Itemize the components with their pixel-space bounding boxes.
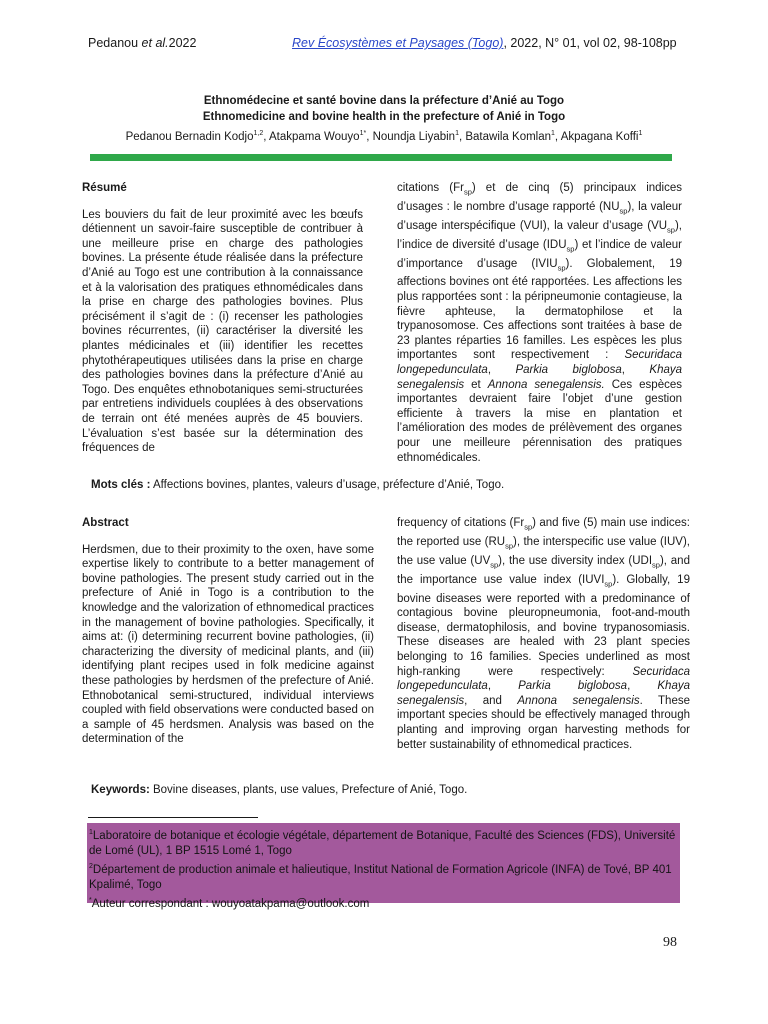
- subscript-sp: sp: [490, 560, 499, 570]
- running-head-citation: [292, 36, 677, 50]
- author-name: Atakpama Wouyo: [269, 130, 360, 143]
- text-run: ) et de cinq (5) principaux indices d’usages : le nombre d’usage rapporté (NU: [397, 182, 682, 213]
- text-run: ) and five (5) main use indices: the reported use (RU: [397, 517, 690, 548]
- species-name: Khaya senegalensis: [397, 364, 683, 391]
- author-affil-sup: 1: [551, 130, 555, 137]
- resume-left-text: Les bouviers du fait de leur proximité avec les bœufs détiennent un savoir-faire susceptible de contribuer à une meilleure prise en charge des pathologies bovines. La présente étude réalisée dans la préfecture d’Anié au Togo est une contribution à la connaissance et à la valorisation des pratiques ethnomédicales dans la prise en charge des pathologies bovines. Plus précisément il s’agit de : (i) recenser les pathologies bovines récurrentes, (ii) caractériser la diversité les plantes médicinales et (iii) identifier les recettes phytothérapeutiques utilisées dans la prise en charge des pathologies bovines dans la préfecture d’Anié au Togo. Des enquêtes ethnobotaniques semi-structurées par entretiens individuels couplées à des observations de terrain ont été menées auprès de 45 bouviers. L’évaluation s’est basée sur la détermination des fréquences de: [82, 208, 363, 455]
- keywords-label: Mots clés :: [91, 479, 151, 491]
- keywords-text: Affections bovines, plantes, valeurs d’usage, préfecture d’Anié, Togo.: [150, 479, 505, 491]
- author-name: Noundja Liyabin: [372, 130, 456, 143]
- author-sep: ,: [366, 130, 373, 143]
- author-sep: ,: [263, 130, 269, 143]
- text-run: ). Globalement, 19 affections bovines ont été rapportées. Les affections les plus rapportées sont : la péripneumonie contagieuse, la fièvre aphteuse, la dermatophilose et la trypanosomose. Ces affections sont traitées à base de 23 plantes réparties 16 familles. Les espèces les plus importantes sont respectivement :: [397, 257, 682, 362]
- affil-text: Département de production animale et halieutique, Institut National de Formation Agricole (INFA) de Tové, BP 401 Kpalimé, Togo: [89, 863, 672, 891]
- affiliation-1: [89, 825, 678, 859]
- text-run: ), l’indice de diversité d’usage (IDU: [397, 219, 682, 251]
- et-al: et al.: [141, 36, 169, 50]
- text-run: . These important species should be effectively managed through planting and improving organ harvesting methods for better sustainability of ethnomedical practices.: [397, 694, 690, 751]
- text-run: ,: [487, 680, 519, 693]
- species-name: Securidaca longepedunculata: [397, 349, 682, 377]
- subscript-sp: sp: [463, 187, 472, 197]
- affiliation-2: [89, 859, 678, 893]
- header-year: 2022: [168, 36, 197, 50]
- species-name: Parkia biglobosa: [515, 364, 622, 377]
- species-name: Khaya senegalensis: [397, 680, 690, 707]
- text-run: ,: [627, 680, 658, 693]
- title-block: [0, 93, 768, 146]
- journal-link[interactable]: Rev Écosystèmes et Paysages (Togo): [292, 36, 504, 50]
- species-name: Securidaca longepedunculata: [397, 665, 690, 693]
- subscript-sp: sp: [619, 206, 628, 216]
- species-name: Annona senegalensis: [517, 694, 640, 707]
- affiliations-box: [87, 823, 680, 910]
- author-list: [0, 125, 768, 146]
- affil-text: Auteur correspondant : wouyoatakpama@outlook.com: [91, 897, 370, 910]
- footnote-rule: [88, 817, 258, 818]
- author-sep: ,: [458, 130, 466, 143]
- text-run: Ces espèces importantes devraient faire l’objet d’une gestion efficiente à travers la mise en plantation et l’amélioration des modes de prélèvement des organes pour une meilleure pérennisation des pratiques ethnomédicales.: [397, 378, 682, 464]
- text-run: citations (Fr: [397, 182, 464, 194]
- species-name: Annona senegalensis.: [487, 378, 605, 391]
- affil-sup: 1: [89, 829, 93, 836]
- text-run: ,: [487, 364, 516, 377]
- text-run: , and: [464, 694, 518, 707]
- abstract-right-column: [397, 516, 690, 752]
- species-name: Parkia biglobosa: [518, 680, 628, 693]
- text-run: ), the use diversity index (UDI: [498, 554, 653, 567]
- author-affil-sup: 1,2: [253, 130, 264, 137]
- text-run: ) et l’indice de valeur d’importance d’usage (IVIU: [397, 238, 682, 270]
- resume-left-column: [82, 181, 363, 456]
- abstract-left-column: [82, 516, 374, 747]
- text-run: et: [464, 378, 488, 391]
- resume-right-column: [397, 181, 682, 465]
- author-affil-sup: 1*: [359, 130, 367, 137]
- text-run: ), and the importance use value index (IUVI: [397, 554, 690, 586]
- subscript-sp: sp: [667, 225, 675, 235]
- affil-sup: 2: [89, 862, 93, 870]
- keywords-text: Bovine diseases, plants, use values, Prefecture of Anié, Togo.: [149, 784, 468, 796]
- text-run: ), the interspecific use value (IUV), the use value (UV: [397, 535, 690, 567]
- keywords-english: [91, 784, 467, 796]
- author-short: Pedanou: [88, 36, 139, 50]
- affil-sup: *: [89, 896, 92, 904]
- author-name: Pedanou Bernadin Kodjo: [125, 130, 254, 143]
- subscript-sp: sp: [524, 522, 533, 532]
- subscript-sp: sp: [566, 243, 575, 253]
- subscript-sp: sp: [505, 541, 514, 551]
- page-number: 98: [663, 935, 677, 950]
- author-name: Akpagana Koffi: [560, 130, 639, 143]
- affil-text: Laboratoire de botanique et écologie végétale, département de Botanique, Faculté des Sciences (FDS), Université de Lomé (UL), 1 BP 1515 Lomé 1, Togo: [89, 829, 676, 857]
- title-french: Ethnomédecine et santé bovine dans la préfecture d’Anié au Togo: [203, 95, 565, 107]
- keywords-label: Keywords:: [91, 784, 150, 796]
- text-run: ,: [621, 364, 650, 377]
- subscript-sp: sp: [604, 578, 613, 588]
- running-head-author: [88, 36, 196, 50]
- author-sep: ,: [554, 130, 561, 143]
- author-affil-sup: 1: [638, 130, 643, 137]
- text-run: ). Globally, 19 bovine diseases were reported with a predominance of contagious bovine pleuropneumonia, foot-and-mouth disease, dermatophilosis, and bovine trypanosomiasis. These diseases are healed with 23 plant species belonging to 16 families. Species underlined as most high-ranking were respectively:: [397, 573, 690, 678]
- title-english: Ethnomedicine and bovine health in the prefecture of Anié in Togo: [202, 111, 566, 123]
- text-run: ), la valeur d’usage interspécifique (VUI), la valeur d’usage (VU: [397, 200, 682, 232]
- subscript-sp: sp: [652, 560, 660, 570]
- corresponding-author: [89, 893, 678, 912]
- subscript-sp: sp: [557, 262, 566, 272]
- abstract-heading: Abstract: [82, 517, 129, 529]
- citation-details: , 2022, N° 01, vol 02, 98-108pp: [503, 36, 677, 50]
- text-run: frequency of citations (Fr: [397, 517, 525, 529]
- keywords-french: [91, 479, 504, 491]
- abstract-left-text: Herdsmen, due to their proximity to the oxen, have some expertise likely to contribute to a better management of bovine pathologies. The present study carried out in the prefecture of Anié in Togo is a contribution to the knowledge and the valorization of ethnomedical practices in the management of bovine pathologies. Specifically, it aims at: (i) determining recurrent bovine pathologies, (ii) characterizing the diversity of medicinal plants, and (iii) identifying plant recipes used in folk medicine against these pathologies by herdsmen of the prefecture of Anié. Ethnobotanical semi-structured, individual interviews coupled with field observations were conducted based on a sample of 45 herdsmen. Analysis was based on the determination of the: [82, 543, 374, 746]
- author-affil-sup: 1: [455, 130, 459, 137]
- title-divider-bar: [90, 154, 672, 161]
- author-name: Batawila Komlan: [465, 130, 552, 143]
- resume-heading: Résumé: [82, 182, 127, 194]
